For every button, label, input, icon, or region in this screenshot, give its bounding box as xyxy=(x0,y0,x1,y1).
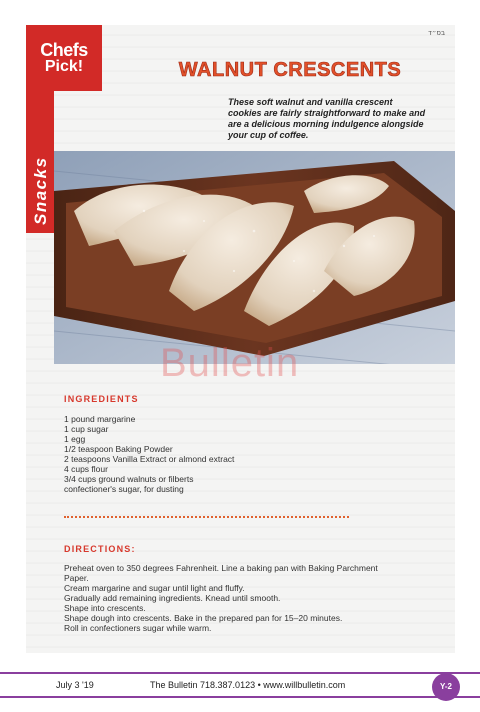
dotted-divider xyxy=(64,516,349,518)
ingredient-item: 4 cups flour xyxy=(64,464,108,474)
ingredient-item: 1 egg xyxy=(64,434,86,444)
direction-step: Shape dough into crescents. Bake in the prepared pan for 15–20 minutes. xyxy=(64,613,343,623)
ingredient-item: 1 pound margarine xyxy=(64,414,136,424)
ingredient-item: confectioner's sugar, for dusting xyxy=(64,484,184,494)
directions-heading: DIRECTIONS: xyxy=(64,544,136,554)
directions-list xyxy=(64,563,394,633)
ingredients-list xyxy=(64,414,234,494)
publication-info: The Bulletin 718.387.0123 • www.willbulletin.com xyxy=(150,680,346,690)
direction-step: Preheat oven to 350 degrees Fahrenheit. Line a baking pan with Baking Parchment Paper. xyxy=(64,563,378,583)
ingredient-item: 1 cup sugar xyxy=(64,424,109,434)
ingredient-item: 3/4 cups ground walnuts or filberts xyxy=(64,474,194,484)
page-footer xyxy=(0,676,480,696)
logo-line-2: Pick! xyxy=(44,58,84,75)
recipe-intro: These soft walnut and vanilla crescent cookies are fairly straightforward to make and are a delicious morning indulgence alongside your cup of coffee. xyxy=(228,97,426,140)
direction-step: Roll in confectioners sugar while warm. xyxy=(64,623,212,633)
direction-step: Cream margarine and sugar until light and fluffy. xyxy=(64,583,245,593)
footer-rule-bottom xyxy=(0,696,480,698)
ingredients-heading: INGREDIENTS xyxy=(64,394,139,404)
footer-rule-top xyxy=(0,672,480,674)
ingredient-item: 1/2 teaspoon Baking Powder xyxy=(64,444,173,454)
chefs-pick-logo xyxy=(26,25,102,91)
bulletin-watermark: Bulletin xyxy=(160,341,300,385)
issue-date: July 3 '19 xyxy=(56,680,94,690)
ingredient-item: 2 teaspoons Vanilla Extract or almond extract xyxy=(64,454,235,464)
recipe-title: WALNUT CRESCENTS xyxy=(178,59,402,81)
hebrew-mark: בס״ד xyxy=(428,29,445,37)
logo-line-1: Chefs xyxy=(40,40,88,60)
section-label: Snacks xyxy=(31,156,50,225)
direction-step: Gradually add remaining ingredients. Knead until smooth. xyxy=(64,593,281,603)
direction-step: Shape into crescents. xyxy=(64,603,146,613)
page-number-badge: Y-2 xyxy=(432,673,460,701)
recipe-page xyxy=(26,25,455,653)
recipe-photo xyxy=(54,151,455,364)
